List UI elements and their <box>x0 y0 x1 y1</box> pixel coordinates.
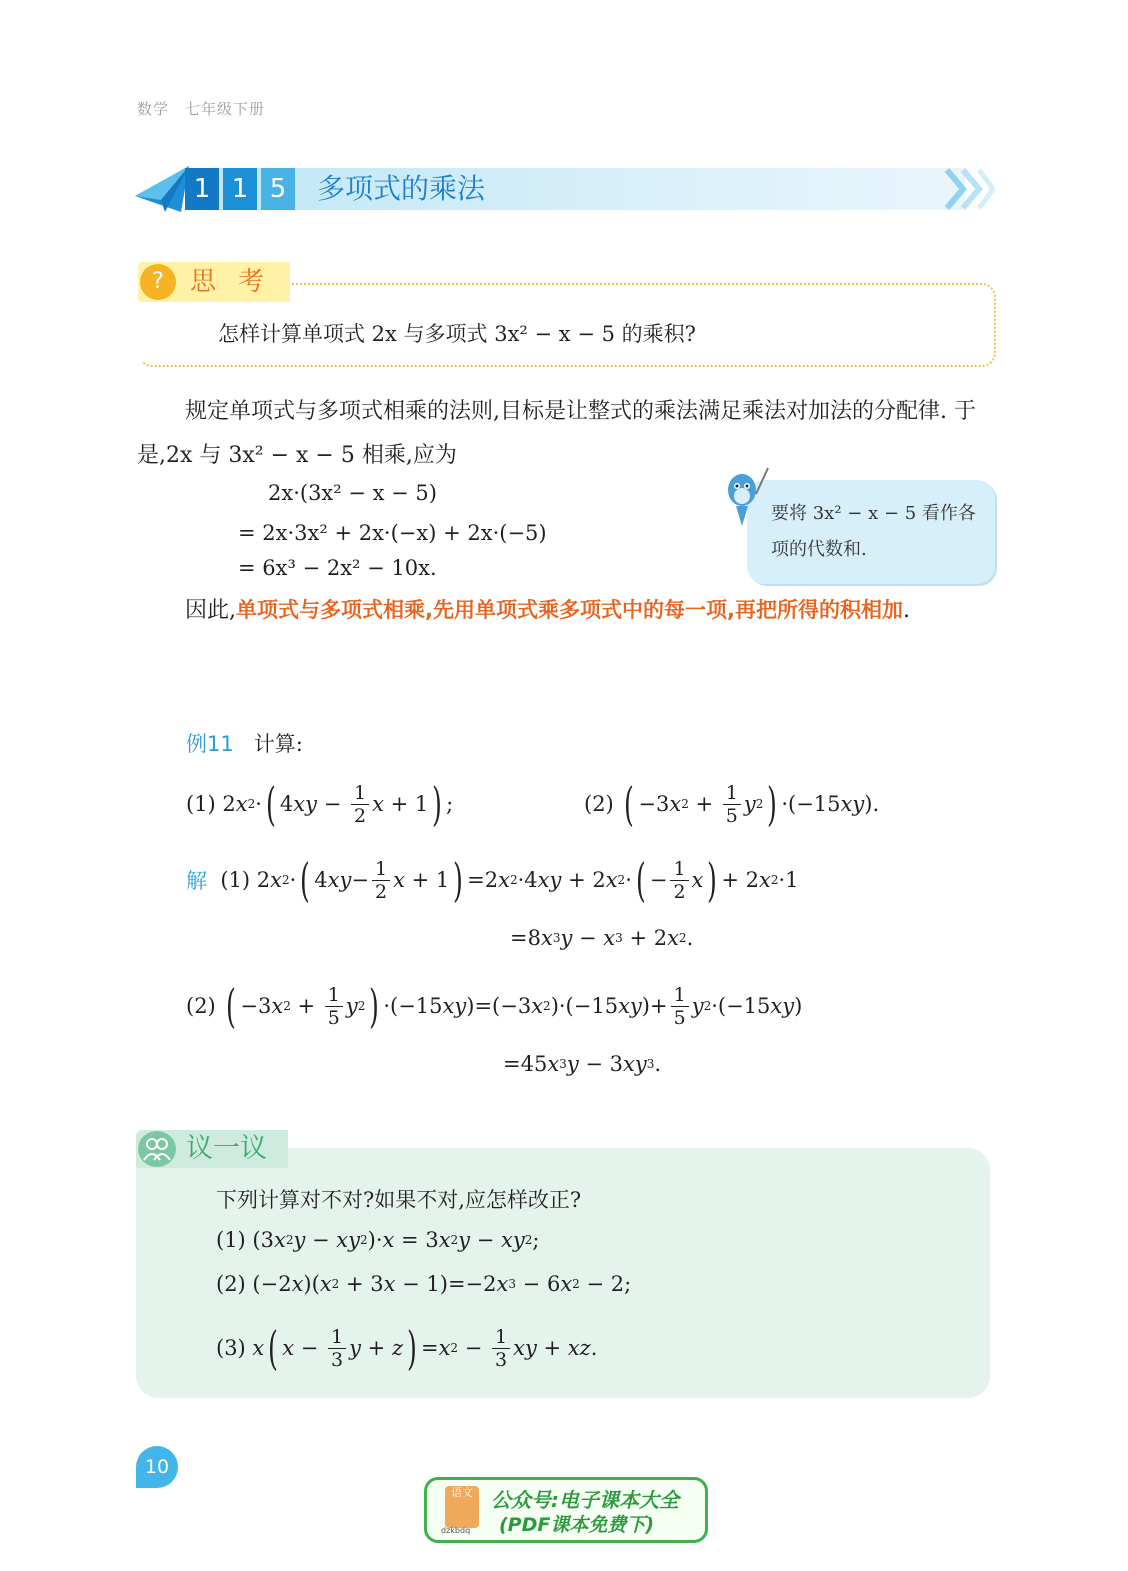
solution-1-line-2: =8 x 3 y − x 3 + 2 x 2 . <box>510 926 694 950</box>
book-logo-icon: 语文 <box>445 1486 479 1528</box>
note-text: 要将 3x² − x − 5 看作各项的代数和. <box>771 503 976 560</box>
grade-label: 七年级下册 <box>185 100 266 118</box>
section-number-3: 5 <box>261 168 295 210</box>
note-bubble <box>747 480 995 584</box>
paragraph-rule: 因此,单项式与多项式相乘,先用单项式乘多项式中的每一项,再把所得的积相加. <box>185 598 910 623</box>
subject-label: 数学 <box>137 100 170 118</box>
promo-line-2: (PDF课本免费下) <box>499 1514 655 1536</box>
banner-bar <box>185 168 965 210</box>
people-icon <box>138 1131 176 1167</box>
paper-plane-icon <box>135 166 191 214</box>
derivation-line-2: = 2x·3x² + 2x·(−x) + 2x·(−5) <box>238 521 547 545</box>
think-tab <box>138 262 290 302</box>
example-instruction: 计算: <box>253 732 303 756</box>
example-problem-1: (1) 2 x 2 · ( 4 xy − $\frac{1}{2}$ x + 1 ) ; <box>186 777 454 831</box>
promo-line-1: 公众号:电子课本大全 <box>491 1488 679 1512</box>
running-head <box>137 98 265 119</box>
rule-highlight: 单项式与多项式相乘,先用单项式乘多项式中的每一项,再把所得的积相加 <box>236 598 903 622</box>
section-number-1: 1 <box>185 168 219 210</box>
discuss-item-1: (1) (3 x 2 y − xy 2 )· x = 3 x 2 y − xy 2 ; <box>216 1228 540 1252</box>
discuss-question: 下列计算对不对?如果不对,应怎样改正? <box>216 1188 582 1212</box>
example-label: 例11 <box>186 732 234 756</box>
derivation-line-1: 2x·(3x² − x − 5) <box>268 481 437 505</box>
discuss-label: 议一议 <box>186 1133 267 1164</box>
section-title: 多项式的乘法 <box>317 172 486 205</box>
think-question: 怎样计算单项式 2x 与多项式 3x² − x − 5 的乘积? <box>218 322 696 346</box>
solution-label: 解 <box>186 869 207 893</box>
section-banner <box>135 166 995 214</box>
lightbulb-icon: ? <box>140 264 176 300</box>
chevron-right-icon <box>943 168 995 210</box>
paragraph-distributive: 规定单项式与多项式相乘的法则,目标是让整式的乘法满足乘法对加法的分配律. 于是,2x 与 3x² − x − 5 相乘,应为 <box>137 399 976 468</box>
promo-banner[interactable] <box>424 1477 708 1543</box>
discuss-item-3: (3) x ( x − $\frac{1}{3}$ y + z ) = x 2 − $\frac{1}{3}$ xy + xz . <box>216 1321 598 1375</box>
solution-1-line-1: 解 (1) 2 x 2 · ( 4 xy − $\frac{1}{2}$ x + 1 ) =2 x 2 ·4 xy + 2 x 2 · ( − $\frac{1}{2}$ x ) + 2 x 2 ·1 <box>186 853 799 907</box>
example-heading <box>186 728 303 758</box>
dolphin-mascot-icon <box>722 464 772 528</box>
page-number: 10 <box>136 1446 178 1488</box>
discuss-item-2: (2) (−2 x )( x 2 + 3 x − 1)=−2 x 3 − 6 x 2 − 2; <box>216 1272 632 1296</box>
derivation-line-3: = 6x³ − 2x² − 10x. <box>238 556 437 580</box>
logo-caption: dzkbdq <box>441 1526 471 1535</box>
section-number-2: 1 <box>223 168 257 210</box>
solution-2-line-2: =45 x 3 y − 3 xy 3 . <box>503 1052 662 1076</box>
example-problem-2: (2) ( −3 x 2 + $\frac{1}{5}$ y 2 ) ·(−15 xy ). <box>584 777 880 831</box>
think-label: 思考 <box>190 267 287 297</box>
discuss-tab <box>136 1130 288 1168</box>
solution-2-line-1: (2) ( −3 x 2 + $\frac{1}{5}$ y 2 ) ·(−15 xy )=(−3 x 2 )·(−15 xy )+ $\frac{1}{5}$ y 2 ·(−15 xy ) <box>186 979 803 1033</box>
